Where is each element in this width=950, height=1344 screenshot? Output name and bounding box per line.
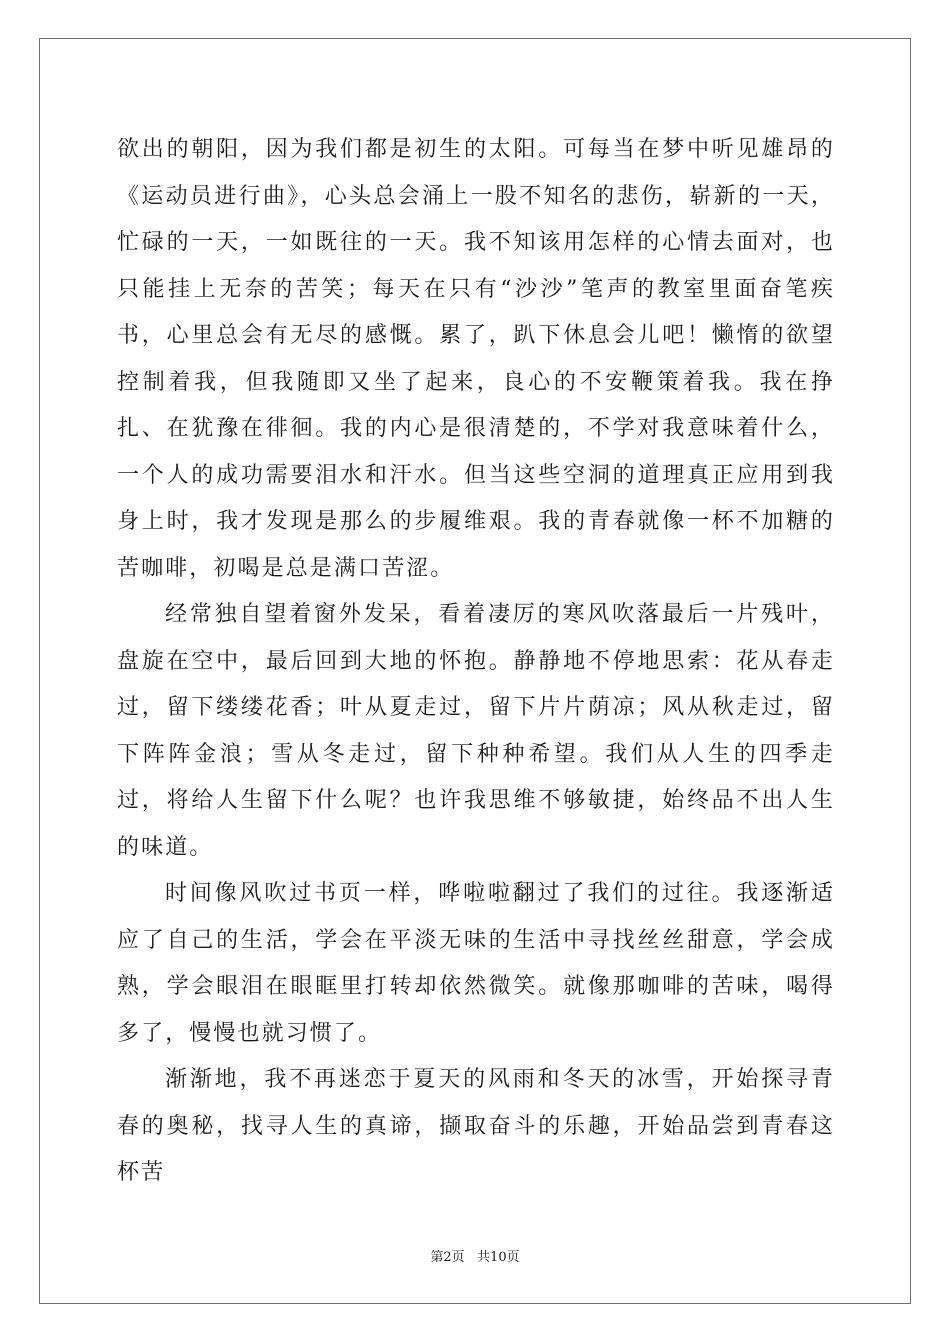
paragraph-4: 渐渐地，我不再迷恋于夏天的风雨和冬天的冰雪，开始探寻青春的奥秘，找寻人生的真谛，撷取奋斗的乐趣，开始品尝到青春这杯苦 [117, 1067, 835, 1185]
paragraph-1: 欲出的朝阳，因为我们都是初生的太阳。可每当在梦中听见雄昂的《运动员进行曲》，心头总会涌上一股不知名的悲伤，崭新的一天，忙碌的一天，一如既往的一天。我不知该用怎样的心情去面对，也只能挂上无奈的苦笑；每天在只有“沙沙”笔声的教室里面奋笔疾书，心里总会有无尽的感慨。累了，趴下休息会儿吧！懒惰的欲望控制着我，但我随即又坐了起来，良心的不安鞭策着我。我在挣扎、在犹豫在徘徊。我的内心是很清楚的，不学对我意味着什么，一个人的成功需要泪水和汗水。但当这些空洞的道理真正应用到我身上时，我才发现是那么的步履维艰。我的青春就像一杯不加糖的苦咖啡，初喝是总是满口苦涩。 [117, 137, 835, 581]
page-number-footer: 第2页 共10页 [430, 1250, 520, 1265]
paragraph-3: 时间像风吹过书页一样，哗啦啦翻过了我们的过往。我逐渐适应了自己的生活，学会在平淡无味的生活中寻找丝丝甜意，学会成熟，学会眼泪在眼眶里打转却依然微笑。就像那咖啡的苦味，喝得多了，慢慢也就习惯了。 [117, 881, 835, 1046]
paragraph-2: 经常独自望着窗外发呆，看着凄厉的寒风吹落最后一片残叶，盘旋在空中，最后回到大地的怀抱。静静地不停地思索：花从春走过，留下缕缕花香；叶从夏走过，留下片片荫凉；风从秋走过，留下阵阵金浪；雪从冬走过，留下种种希望。我们从人生的四季走过，将给人生留下什么呢？也许我思维不够敏捷，始终品不出人生的味道。 [117, 602, 835, 860]
document-body [117, 127, 835, 1197]
